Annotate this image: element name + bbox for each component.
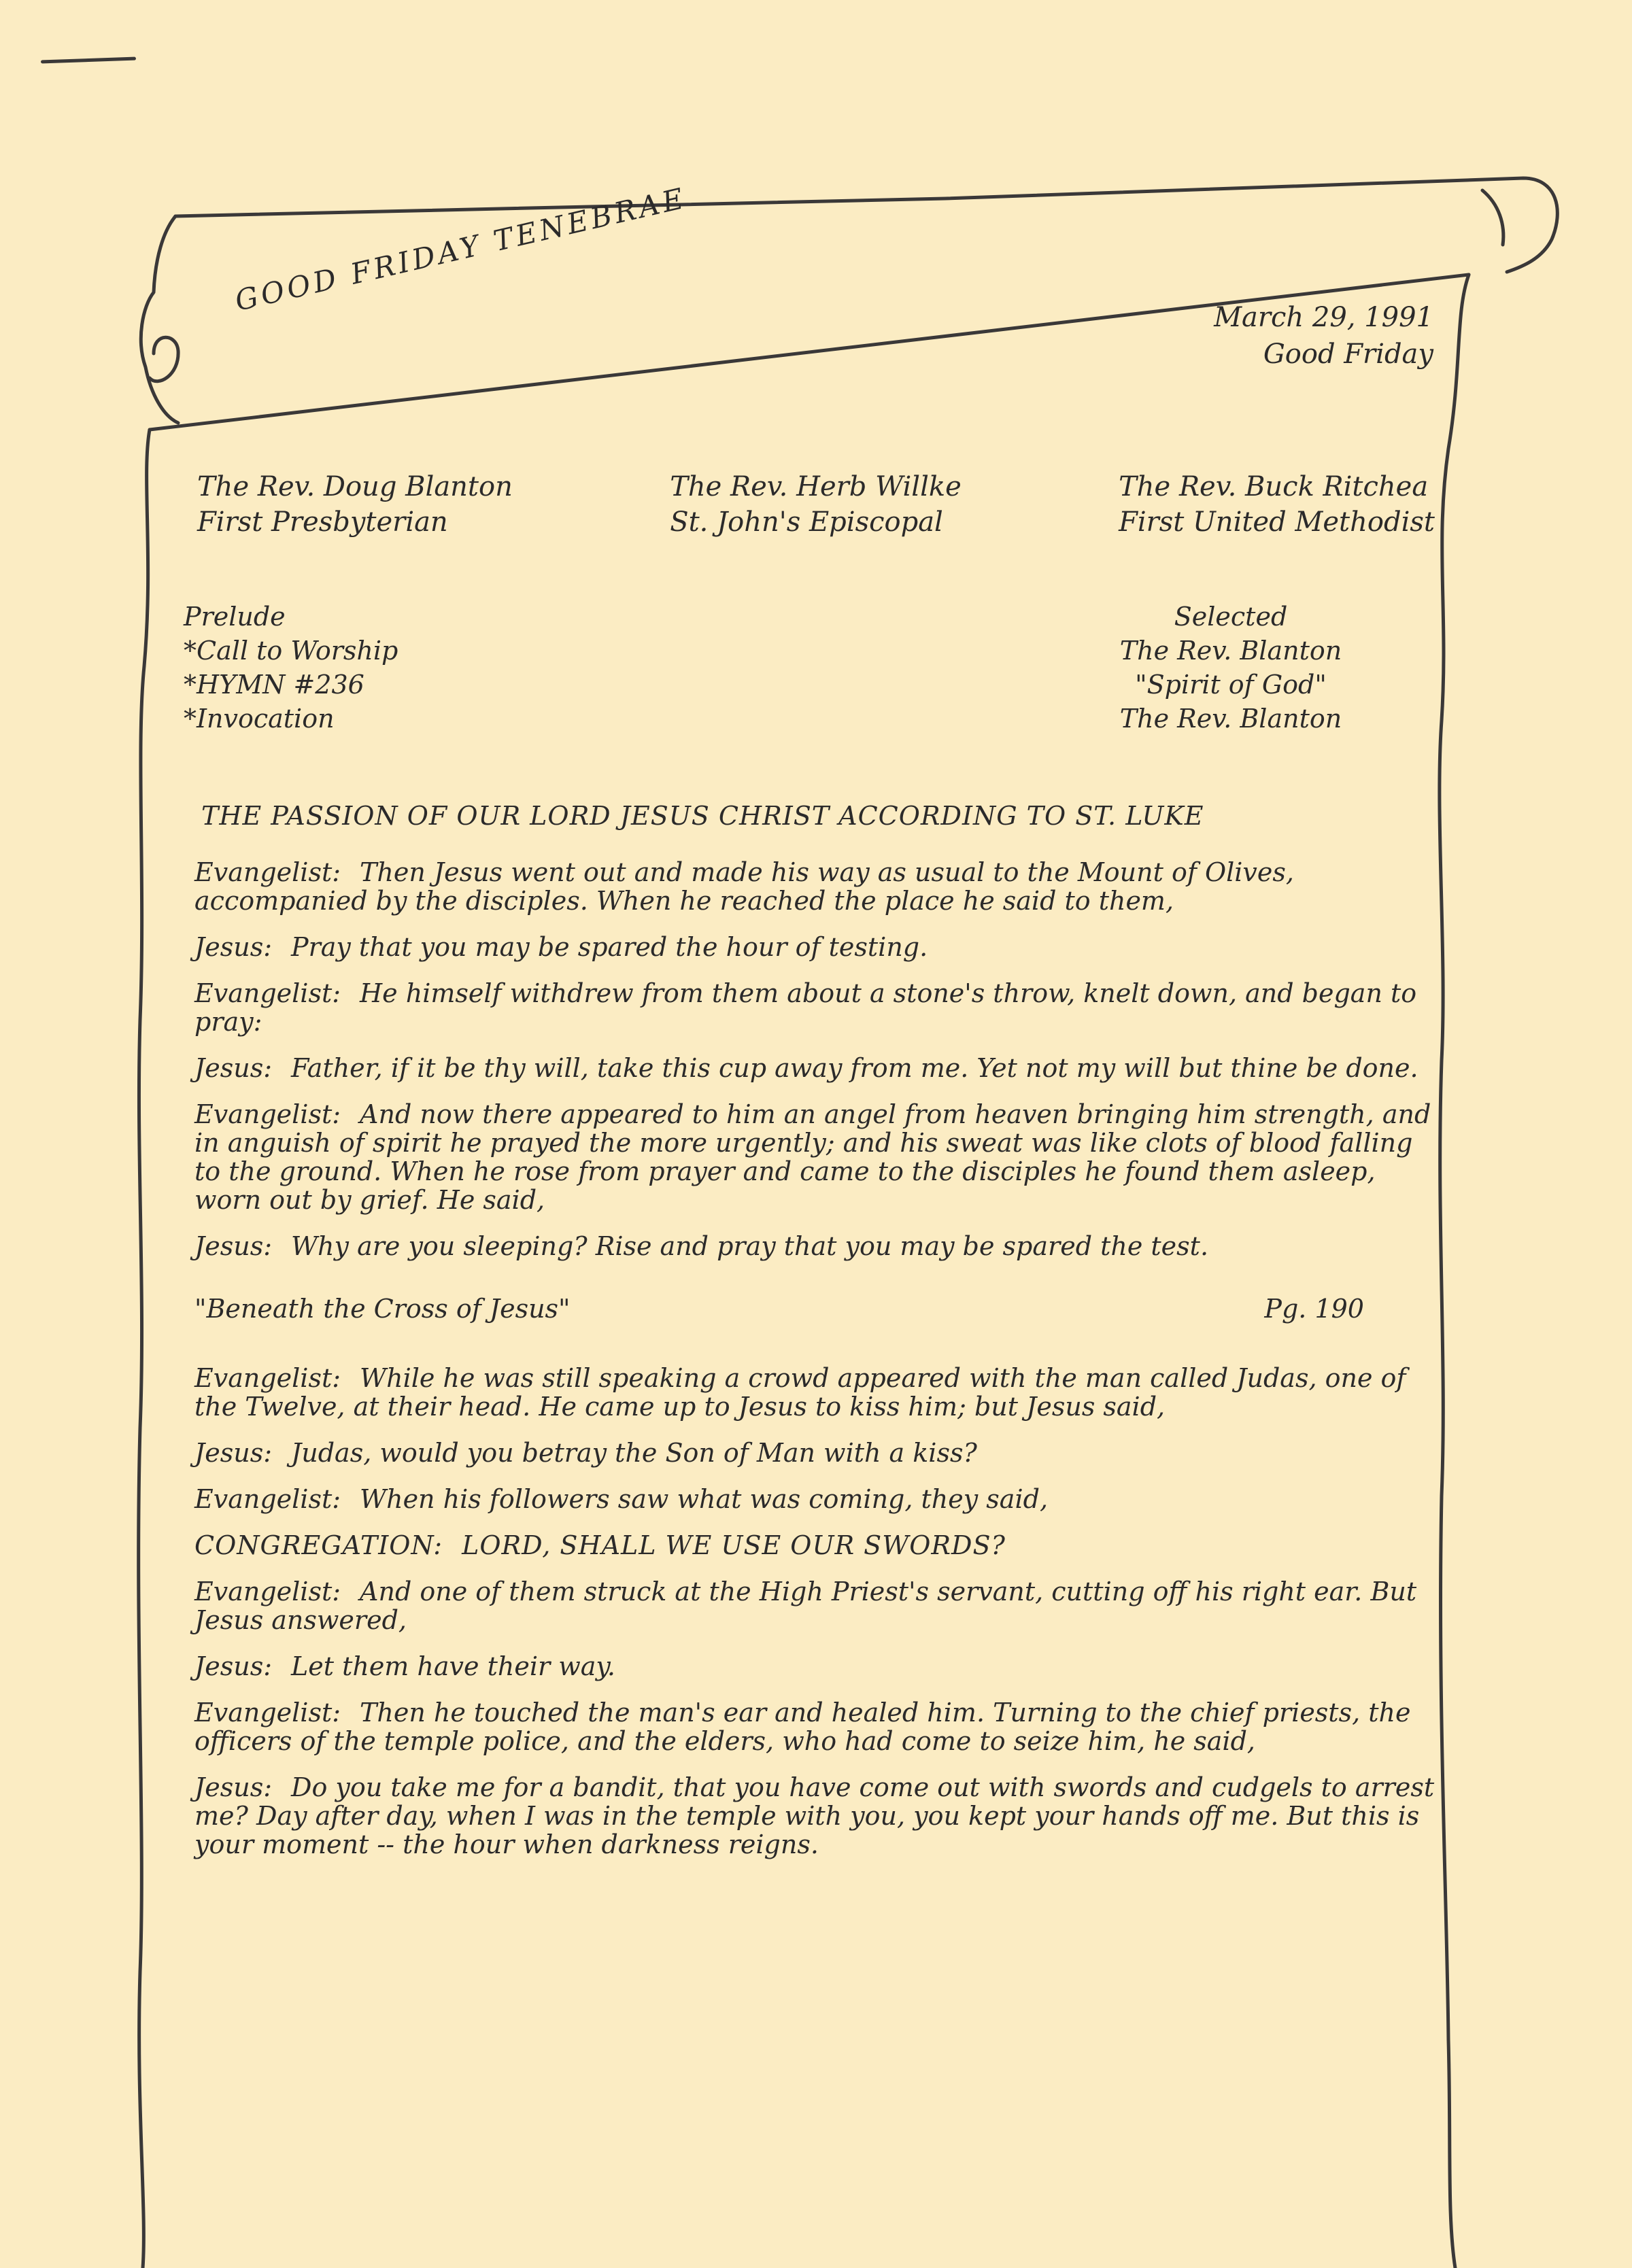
- hymn-title: "Beneath the Cross of Jesus": [194, 1294, 571, 1324]
- reading-text: Father, if it be thy will, take this cup away from me. Yet not my will but thine be done.: [291, 1053, 1418, 1083]
- speaker-label: Jesus:: [194, 1438, 272, 1468]
- reading-paragraph: [194, 1698, 1446, 1755]
- document-title: GOOD FRIDAY TENEBRAE: [231, 181, 690, 317]
- order-leader: The Rev. Blanton: [1119, 636, 1342, 666]
- reading-paragraph: [194, 1364, 1446, 1421]
- reading-text: Pray that you may be spared the hour of testing.: [291, 932, 928, 962]
- speaker-label: Evangelist:: [194, 978, 341, 1008]
- reading-text: Let them have their way.: [291, 1651, 615, 1681]
- hymn-page: Pg. 190: [1264, 1294, 1364, 1324]
- reading-paragraph: [194, 933, 1446, 961]
- reading-paragraph: [194, 1100, 1446, 1214]
- order-leader: "Spirit of God": [1135, 670, 1327, 700]
- reading-paragraph: [194, 1577, 1446, 1634]
- speaker-label: Evangelist:: [194, 1698, 341, 1728]
- pastor-name: The Rev. Herb Willke: [670, 471, 962, 502]
- pastor-1: [197, 469, 513, 540]
- pastor-church: St. John's Episcopal: [670, 506, 943, 538]
- speaker-label: Evangelist:: [194, 1484, 341, 1514]
- order-of-worship: [184, 600, 1374, 736]
- speaker-label: Jesus:: [194, 1231, 272, 1261]
- reading-text: Then he touched the man's ear and healed him. Turning to the chief priests, the officers of the temple police, and the elders, who had come to seize him, he said,: [194, 1698, 1411, 1756]
- pastor-name: The Rev. Doug Blanton: [197, 471, 513, 502]
- speaker-label: Jesus:: [194, 932, 272, 962]
- reading-text: Then Jesus went out and made his way as usual to the Mount of Olives, accompanied by the disciples. When he reached the place he said to them,: [194, 857, 1294, 916]
- speaker-label: Evangelist:: [194, 1363, 341, 1393]
- congregation-response: [194, 1531, 1446, 1560]
- reading-paragraph: [194, 1652, 1446, 1681]
- speaker-label: Evangelist:: [194, 1099, 341, 1129]
- speaker-label: Jesus:: [194, 1651, 272, 1681]
- reading-paragraph: [194, 1773, 1446, 1859]
- speaker-label: Evangelist:: [194, 857, 341, 887]
- reading-text: He himself withdrew from them about a stone's throw, knelt down, and began to pray:: [194, 978, 1417, 1037]
- reading-paragraph: [194, 979, 1446, 1036]
- reading-paragraph: [194, 1439, 1446, 1467]
- order-row: [184, 702, 1374, 736]
- reading-paragraph: [194, 1232, 1446, 1260]
- order-item: *HYMN #236: [184, 670, 364, 700]
- passion-heading: THE PASSION OF OUR LORD JESUS CHRIST ACCORDING TO ST. LUKE: [201, 801, 1204, 831]
- date-line: March 29, 1991: [1214, 302, 1433, 333]
- reading-paragraph: [194, 858, 1446, 915]
- order-row: [184, 634, 1374, 668]
- order-item: Prelude: [184, 602, 286, 632]
- reading-text: While he was still speaking a crowd appeared with the man called Judas, one of the Twelve, at their head. He came up to Jesus to kiss him; but Jesus said,: [194, 1363, 1406, 1422]
- reading-text: And one of them struck at the High Priest's servant, cutting off his right ear. But Jesus answered,: [194, 1577, 1417, 1635]
- order-row: [184, 600, 1374, 634]
- order-item: *Call to Worship: [184, 636, 398, 666]
- speaker-label: CONGREGATION:: [194, 1530, 443, 1560]
- passion-reading: [194, 858, 1446, 1876]
- order-item: *Invocation: [184, 704, 335, 734]
- pastor-list: [197, 469, 1435, 540]
- day-line: Good Friday: [1263, 339, 1433, 370]
- reading-text: Do you take me for a bandit, that you have come out with swords and cudgels to arrest me? Day after day, when I was in the temple with you, you kept your hands off me. But this is your moment -- the hour when darkness reigns.: [194, 1772, 1435, 1859]
- order-row: [184, 668, 1374, 702]
- reading-text: And now there appeared to him an angel from heaven bringing him strength, and in anguish of spirit he prayed the more urgently; and his sweat was like clots of blood falling to the ground. When he rose from prayer and came to the disciples he found them asleep, worn out by grief. He said,: [194, 1099, 1431, 1215]
- reading-paragraph: [194, 1485, 1446, 1513]
- pastor-church: First United Methodist: [1119, 506, 1435, 538]
- reading-text: Judas, would you betray the Son of Man with a kiss?: [291, 1438, 977, 1468]
- hymn-line: [194, 1294, 1446, 1323]
- pastor-2: [670, 469, 962, 540]
- reading-paragraph: [194, 1054, 1446, 1082]
- order-leader: The Rev. Blanton: [1119, 704, 1342, 734]
- speaker-label: Jesus:: [194, 1772, 272, 1802]
- response-text: LORD, SHALL WE USE OUR SWORDS?: [462, 1530, 1006, 1560]
- order-leader: Selected: [1174, 602, 1288, 632]
- pastor-3: [1119, 469, 1435, 540]
- speaker-label: Jesus:: [194, 1053, 272, 1083]
- pastor-church: First Presbyterian: [197, 506, 448, 538]
- pastor-name: The Rev. Buck Ritchea: [1119, 471, 1429, 502]
- reading-text: When his followers saw what was coming, they said,: [360, 1484, 1049, 1514]
- reading-text: Why are you sleeping? Rise and pray that you may be spared the test.: [291, 1231, 1209, 1261]
- service-date: [1214, 299, 1433, 373]
- speaker-label: Evangelist:: [194, 1577, 341, 1606]
